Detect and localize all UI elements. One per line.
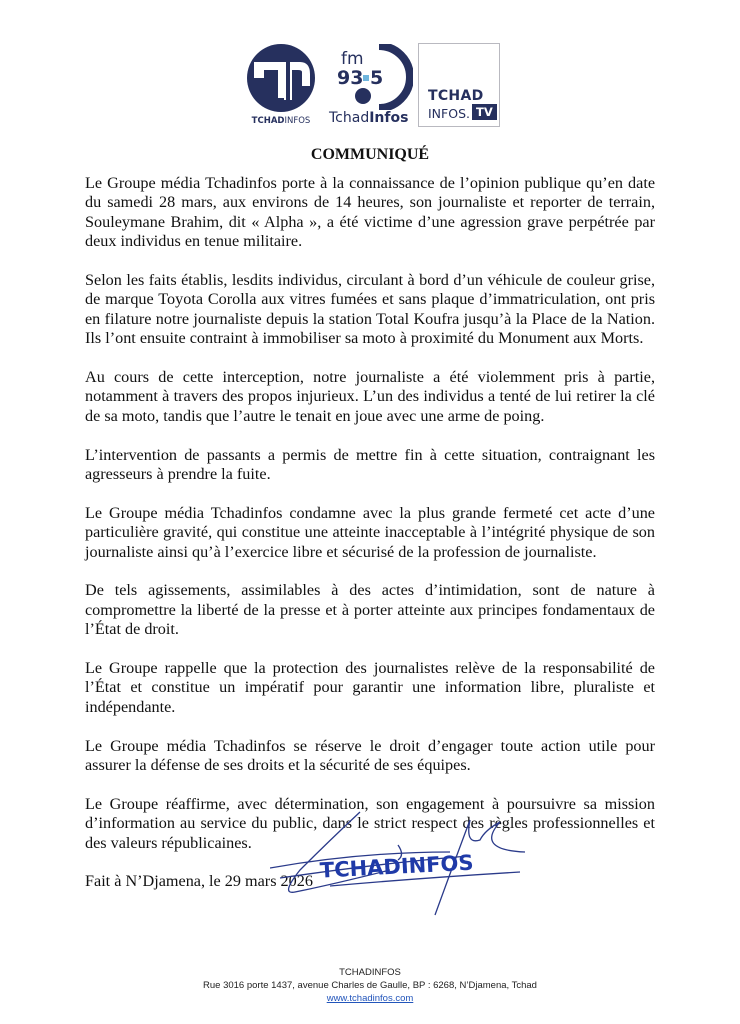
- footer: [0, 966, 740, 1005]
- tchadinfos-caption: TCHADINFOS: [251, 116, 311, 126]
- footer-address: Rue 3016 porte 1437, avenue Charles de Gaulle, BP : 6268, N’Djamena, Tchad: [203, 980, 537, 991]
- paragraph: Le Groupe média Tchadinfos porte à la connaissance de l’opinion publique qu’en date du samedi 28 mars, aux environs de 14 heures, son journaliste et reporter de terrain, Souleymane Brahim, dit « Alpha », a été victime d’une agression grave perpétrée par deux individus en tenue militaire.: [85, 174, 655, 251]
- header-logos: [238, 40, 508, 132]
- radio-arc-icon: [333, 44, 413, 110]
- paragraph: Le Groupe réaffirme, avec détermination, son engagement à poursuivre sa mission d’information au service du public, dans le strict respect des règles professionnelles et des valeurs républicaines.: [85, 794, 655, 852]
- paragraph: De tels agissements, assimilables à des actes d’intimidation, sont de nature à compromettre la liberté de la presse et à porter atteinte aux principes fondamentaux de l’État de droit.: [85, 581, 655, 639]
- freq-dot-icon: [363, 75, 369, 81]
- signature-stamp: [270, 800, 530, 920]
- tv-logo-line1: TCHAD: [428, 88, 484, 104]
- paragraph: Le Groupe média Tchadinfos se réserve le droit d’engager toute action utile pour assurer la défense de ses droits et la sécurité de ses équipes.: [85, 736, 655, 775]
- radio-brand: TchadInfos: [329, 110, 409, 126]
- footer-website-link[interactable]: www.tchadinfos.com: [326, 993, 414, 1004]
- tchadinfos-logo: [240, 42, 322, 130]
- closing-line: Fait à N’Djamena, le 29 mars 2026: [85, 872, 313, 891]
- stamp-text: TCHADINFOS: [319, 850, 475, 883]
- signature-icon: [270, 800, 530, 920]
- radio-fm-label: fm: [341, 49, 364, 69]
- radio-freq-a: 93: [337, 67, 364, 89]
- document-title: COMMUNIQUÉ: [310, 146, 430, 163]
- radio-fm-logo: [329, 44, 413, 130]
- paragraph: L’intervention de passants a permis de mettre fin à cette situation, contraignant les agresseurs à prendre la fuite.: [85, 445, 655, 484]
- tchadinfos-circle-icon: [240, 42, 322, 114]
- paragraph: Le Groupe média Tchadinfos condamne avec la plus grande fermeté cet acte d’une particulière gravité, qui constitue une atteinte inacceptable à l’intégrité physique de son journaliste ainsi qu’à l’exercice libre et sécurisé de la profession de journaliste.: [85, 503, 655, 561]
- radio-freq-b: 5: [370, 67, 384, 89]
- tv-badge: TV: [472, 104, 497, 120]
- paragraph: Le Groupe rappelle que la protection des journalistes relève de la responsabilité de l’État et constitue un impératif pour garantir une information libre, pluraliste et indépendante.: [85, 659, 655, 716]
- tv-logo: [418, 43, 500, 127]
- paragraph: Selon les faits établis, lesdits individus, circulant à bord d’un véhicule de couleur grise, de marque Toyota Corolla aux vitres fumées et sans plaque d’immatriculation, ont pris en filature notre journaliste depuis la station Total Koufra jusqu’à la Place de la Nation. Ils l’ont ensuite contraint à immobiliser sa moto à proximité du Monument aux Morts.: [85, 271, 655, 348]
- footer-org: TCHADINFOS: [339, 967, 401, 978]
- paragraph: Au cours de cette interception, notre journaliste a été violemment pris à partie, notamment à travers des propos injurieux. L’un des individus a tenté de lui retirer la clé de sa moto, tandis que l’autre le tenait en joue avec une arme de poing.: [85, 368, 655, 425]
- tv-logo-line2: INFOS.: [428, 106, 470, 121]
